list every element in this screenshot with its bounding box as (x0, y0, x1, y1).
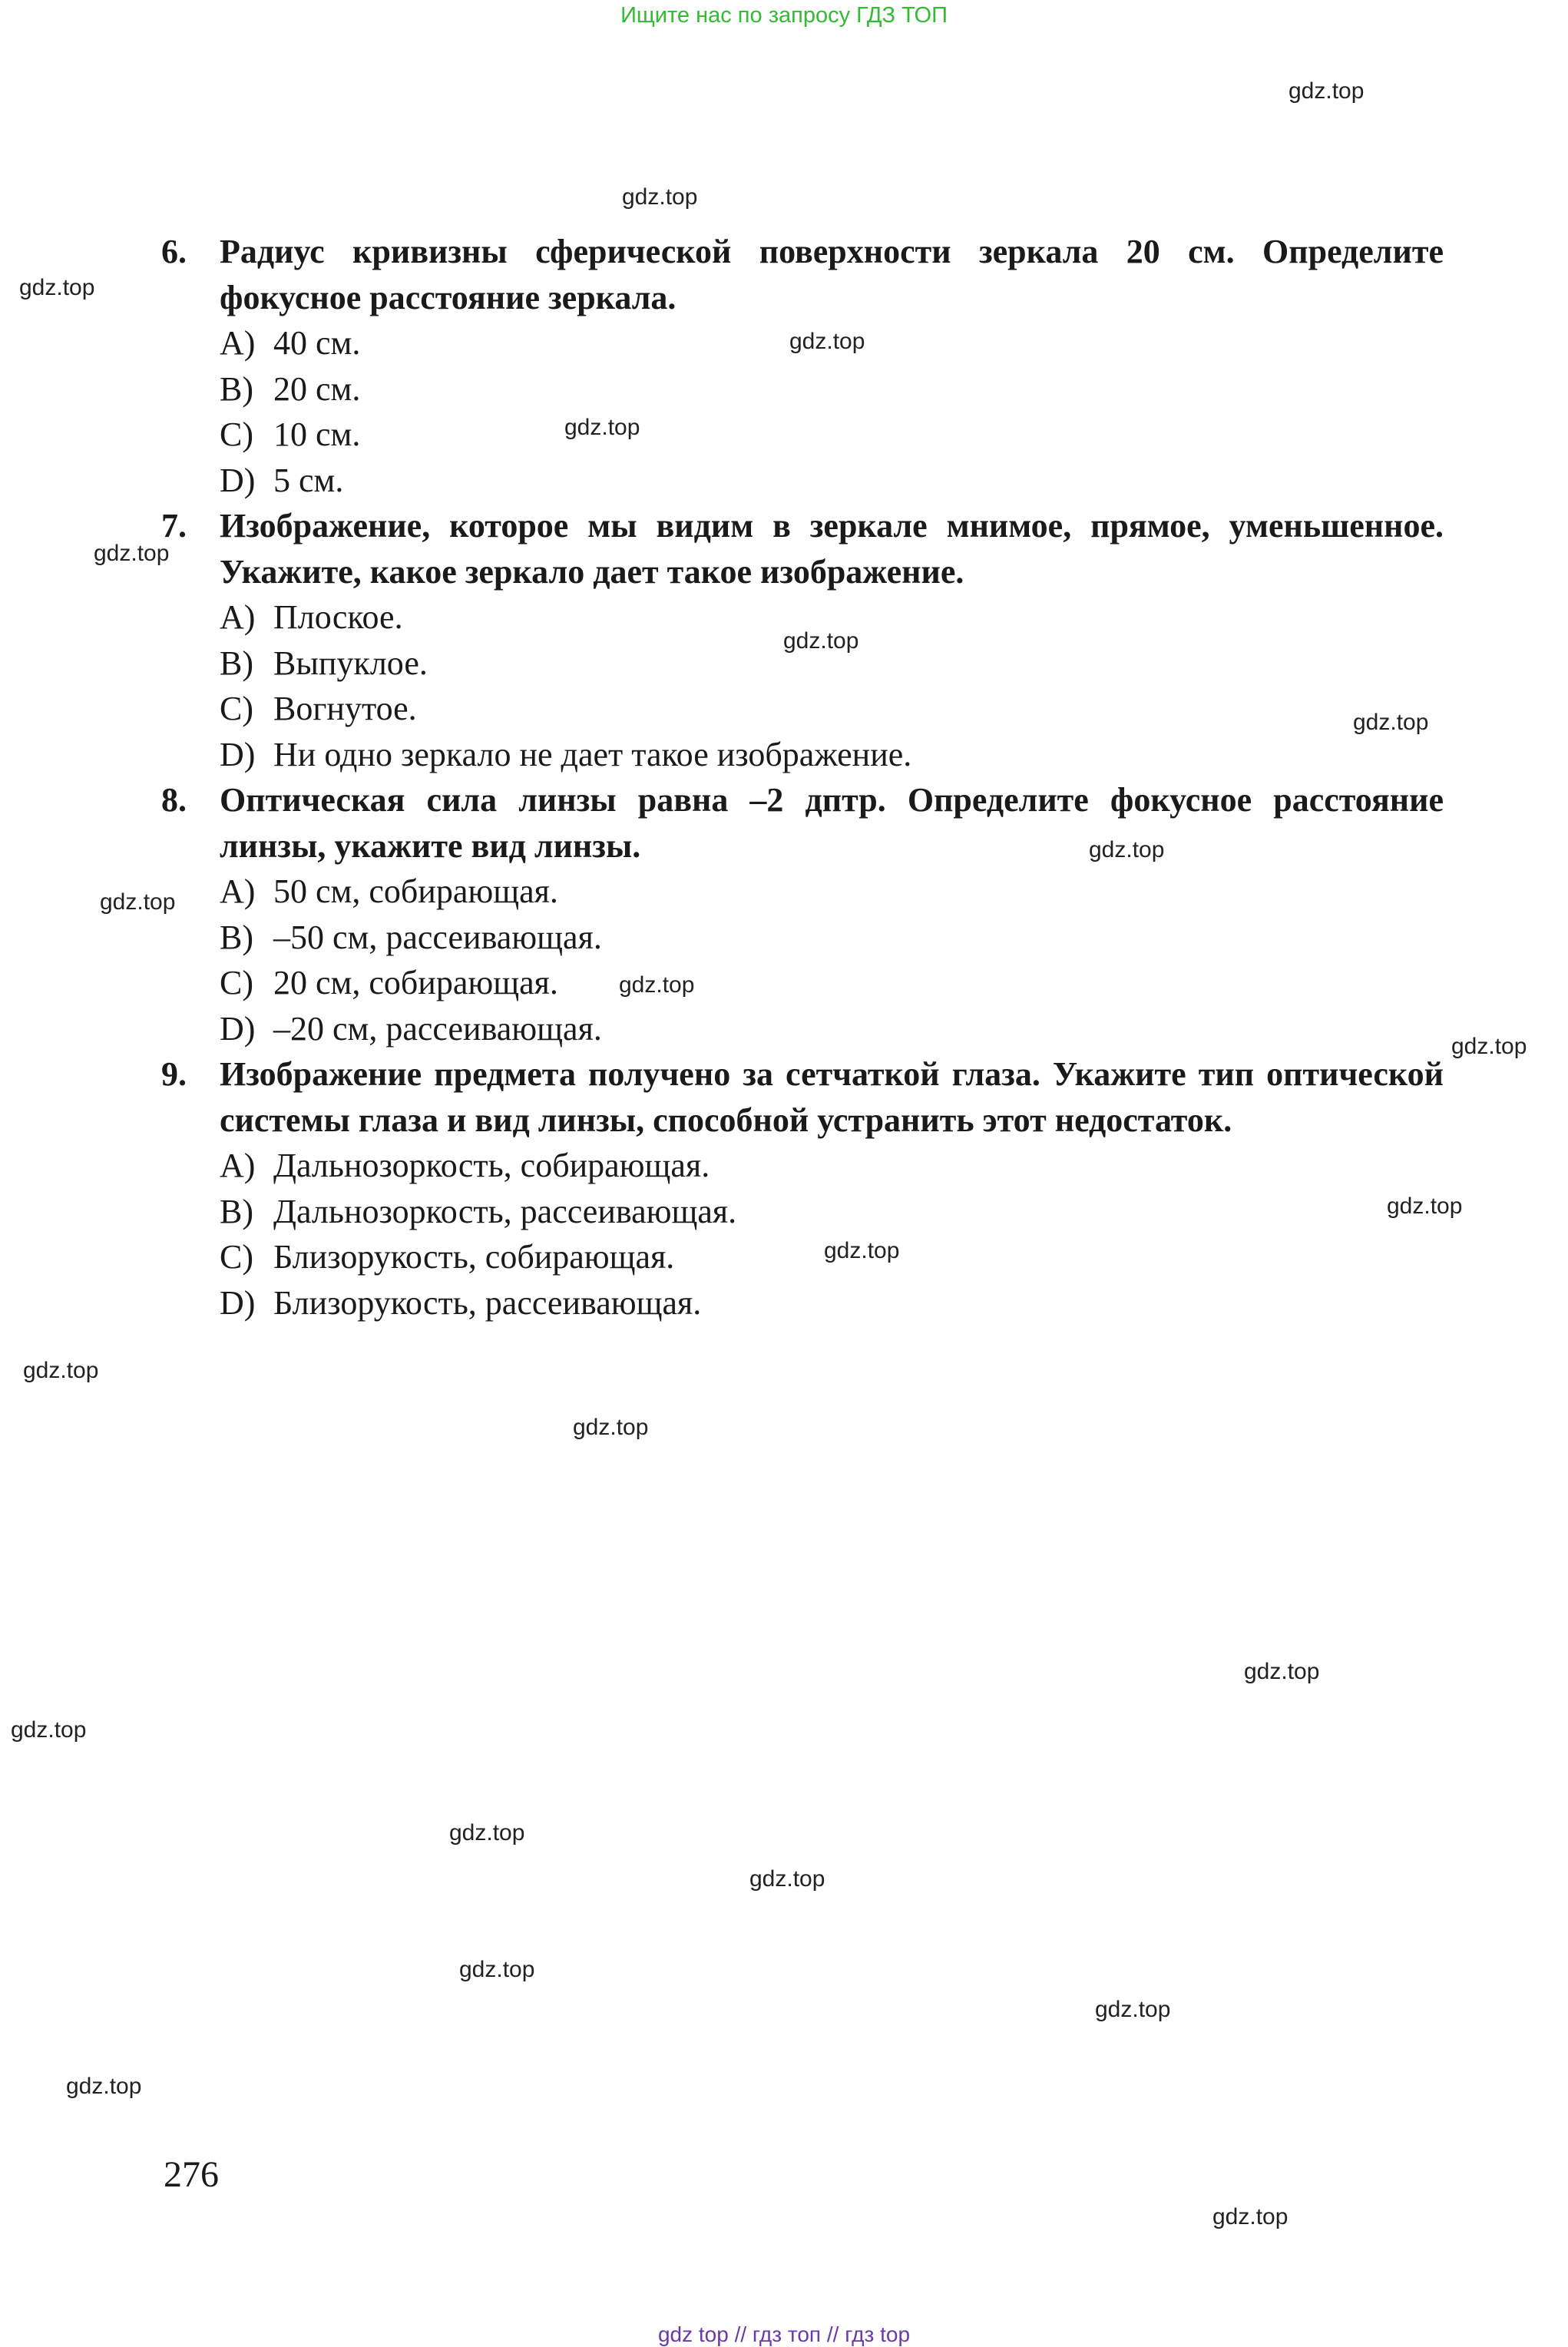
option-text: Дальнозоркость, собирающая. (273, 1147, 710, 1184)
footer-links[interactable]: gdz top // гдз топ // гдз top (657, 2322, 911, 2346)
answer-option-a (220, 594, 1444, 641)
option-letter: B) (220, 369, 253, 408)
question-number: 8. (161, 781, 187, 819)
answer-option-a (220, 320, 1444, 366)
page-number: 276 (164, 2154, 219, 2195)
question-list (161, 229, 1444, 1326)
question-6 (161, 229, 1444, 503)
option-letter: A) (220, 1147, 256, 1184)
option-letter: A) (220, 598, 256, 636)
option-letter: B) (220, 918, 253, 956)
option-text: 20 см. (273, 369, 361, 408)
watermark: gdz.top (1288, 78, 1365, 104)
option-text: Выпуклое. (273, 644, 428, 682)
option-text: Ни одно зеркало не дает такое изображение. (273, 735, 912, 773)
question-statement: Оптическая сила линзы равна –2 дптр. Определите фокусное расстояние линзы, укажите вид линзы. (220, 781, 1444, 865)
header-search-link[interactable]: Ищите нас по запросу ГДЗ ТОП (620, 3, 948, 28)
watermark: gdz.top (824, 1238, 900, 1263)
watermark: gdz.top (100, 889, 176, 915)
option-letter: D) (220, 1009, 256, 1048)
watermark: gdz.top (573, 1415, 649, 1440)
question-number: 9. (161, 1055, 187, 1093)
option-letter: B) (220, 1192, 253, 1230)
watermark: gdz.top (564, 415, 640, 440)
question-text (161, 503, 1444, 594)
watermark: gdz.top (449, 1820, 525, 1845)
answer-options (161, 320, 1444, 503)
option-text: 20 см, собирающая. (273, 964, 558, 1001)
option-letter: A) (220, 872, 256, 910)
watermark: gdz.top (94, 541, 170, 566)
option-letter: C) (220, 964, 253, 1001)
watermark: gdz.top (619, 972, 695, 998)
watermark: gdz.top (1353, 710, 1429, 735)
watermark: gdz.top (783, 628, 859, 654)
option-text: Близорукость, рассеивающая. (273, 1283, 702, 1322)
watermark: gdz.top (19, 275, 95, 300)
answer-options (161, 1143, 1444, 1326)
question-text (161, 777, 1444, 869)
option-text: Вогнутое. (273, 690, 417, 727)
question-number: 7. (161, 507, 187, 545)
option-text: 40 см. (273, 324, 361, 362)
watermark: gdz.top (66, 2074, 142, 2099)
answer-options (161, 869, 1444, 1051)
option-letter: D) (220, 1283, 256, 1322)
option-text: Близорукость, собирающая. (273, 1238, 675, 1276)
watermark: gdz.top (11, 1717, 87, 1743)
answer-option-a (220, 869, 1444, 915)
question-number: 6. (161, 233, 187, 270)
watermark: gdz.top (459, 1957, 535, 1982)
answer-option-c (220, 686, 1444, 732)
watermark: gdz.top (1089, 837, 1165, 862)
question-9 (161, 1051, 1444, 1326)
question-7 (161, 503, 1444, 777)
question-statement: Радиус кривизны сферической поверхности зеркала 20 см. Определите фокусное расстояние зеркала. (220, 233, 1444, 316)
option-text: Плоское. (273, 598, 403, 636)
question-text (161, 1051, 1444, 1143)
watermark: gdz.top (1095, 1997, 1171, 2022)
watermark: gdz.top (1387, 1193, 1463, 1219)
answer-option-d (220, 1280, 1444, 1326)
answer-option-b (220, 1189, 1444, 1235)
question-statement: Изображение, которое мы видим в зеркале мнимое, прямое, уменьшенное. Укажите, какое зеркало дает такое изображение. (220, 507, 1444, 591)
option-text: 10 см. (273, 415, 361, 453)
answer-option-c (220, 960, 1444, 1006)
answer-options (161, 594, 1444, 777)
watermark: gdz.top (1451, 1034, 1527, 1059)
watermark: gdz.top (1212, 2204, 1288, 2229)
answer-option-d (220, 458, 1444, 504)
watermark: gdz.top (1244, 1659, 1320, 1684)
answer-option-b (220, 915, 1444, 961)
question-8 (161, 777, 1444, 1051)
question-text (161, 229, 1444, 320)
option-letter: C) (220, 415, 253, 453)
option-text: 50 см, собирающая. (273, 872, 558, 910)
option-text: Дальнозоркость, рассеивающая. (273, 1192, 737, 1230)
answer-option-d (220, 1006, 1444, 1052)
option-text: –20 см, рассеивающая. (273, 1009, 602, 1048)
option-text: –50 см, рассеивающая. (273, 918, 602, 956)
option-letter: C) (220, 1238, 253, 1276)
option-letter: D) (220, 735, 256, 773)
answer-option-c (220, 412, 1444, 458)
answer-option-b (220, 366, 1444, 412)
option-letter: C) (220, 690, 253, 727)
watermark: gdz.top (23, 1358, 99, 1383)
question-statement: Изображение предмета получено за сетчаткой глаза. Укажите тип оптической системы глаза и вид линзы, способной устранить этот недостаток. (220, 1055, 1444, 1139)
option-letter: D) (220, 461, 256, 499)
watermark: gdz.top (749, 1866, 825, 1892)
answer-option-c (220, 1234, 1444, 1280)
option-text: 5 см. (273, 461, 344, 499)
answer-option-b (220, 641, 1444, 687)
watermark: gdz.top (622, 184, 698, 210)
answer-option-a (220, 1143, 1444, 1189)
option-letter: A) (220, 324, 256, 362)
watermark: gdz.top (789, 329, 865, 354)
answer-option-d (220, 732, 1444, 778)
option-letter: B) (220, 644, 253, 682)
